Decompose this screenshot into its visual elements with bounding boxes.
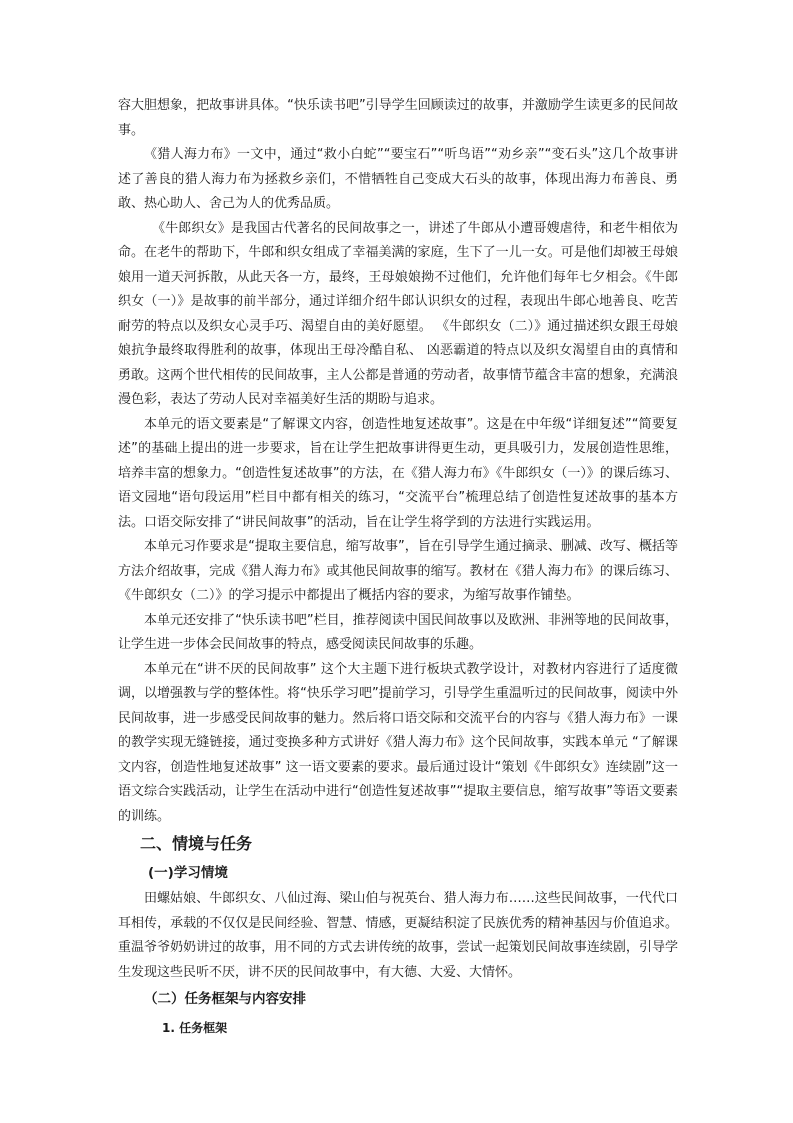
section-heading-situation-task: 二、情境与任务	[140, 834, 253, 853]
paragraph-unit-design: 本单元在“讲不厌的民间故事” 这个大主题下进行板块式教学设计，对教材内容进行了适度微调，以增强教与学的整体性。将“快乐学习吧”提前学习，引导学生重温听过的民间故事，阅读中外民间故事，进一步感受民间故事的魅力。然后将口语交际和交流平台的内容与《猎人海力布》一课的教学实现无缝链接，通过变换多种方式讲好《猎人海力布》这个民间故事，实践本单元 “了解课文内容，创造性地复述故事” 这一语文要素的要求。最后通过设计“策划《牛郎织女》连续剧”这一语文综合实践活动，让学生在活动中进行“创造性复述故事”“提取主要信息，缩写故事”等语文要素的训练。	[118, 661, 678, 824]
document-page	[118, 94, 678, 1039]
item-heading-task-framework: 1. 任务框架	[162, 1021, 228, 1035]
paragraph-learning-situation: 田螺姑娘、牛郎织女、八仙过海、梁山伯与祝英台、猎人海力布……这些民间故事，一代代口耳相传，承载的不仅仅是民间经验、智慧、情感，更凝结积淀了民族优秀的精神基因与价值追求。重温爷爷奶奶讲过的故事，用不同的方式去讲传统的故事，尝试一起策划民间故事连续剧，引导学生发现这些民听不厌，讲不厌的民间故事中，有大德、大爱、大情怀。	[118, 891, 678, 980]
subsection-heading-task-framework: （二）任务框架与内容安排	[144, 991, 306, 1007]
paragraph-language-elements: 本单元的语文要素是“了解课文内容，创造性地复述故事”。这是在中年级“详细复述”“简要复述”的基础上提出的进一步要求，旨在让学生把故事讲得更生动，更具吸引力，发展创造性思维，培养丰富的想象力。“创造性复述故事”的方法，在《猎人海力布》《牛郎织女（一）》的课后练习、语文园地“语句段运用”栏目中都有相关的练习，“交流平台”梳理总结了创造性复述故事的基本方法。口语交际安排了“讲民间故事”的活动，旨在让学生将学到的方法进行实践运用。	[118, 416, 678, 530]
paragraph-continuation: 容大胆想象，把故事讲具体。“快乐读书吧”引导学生回顾读过的故事，并激励学生读更多的民间故事。	[118, 98, 678, 138]
paragraph-niulang: 《牛郎织女》是我国古代著名的民间故事之一，讲述了牛郎从小遭哥嫂虐待，和老牛相依为命。在老牛的帮助下，牛郎和织女组成了幸福美满的家庭，生下了一儿一女。可是他们却被王母娘娘用一道天河拆散，从此天各一方，最终，王母娘娘拗不过他们，允许他们每年七夕相会。《牛郎织女（一）》是故事的前半部分，通过详细介绍牛郎认识织女的过程，表现出牛郎心地善良、吃苦耐劳的特点以及织女心灵手巧、渴望自由的美好愿望。 《牛郎织女（二）》通过描述织女跟王母娘娘抗争最终取得胜利的故事，体现出王母冷酷自私、 凶恶霸道的特点以及织女渴望自由的真情和勇敢。这两个世代相传的民间故事，主人公都是普通的劳动者，故事情节蕴含丰富的想象，充满浪漫色彩，表达了劳动人民对幸福美好生活的期盼与追求。	[118, 220, 678, 407]
paragraph-reading-bar: 本单元还安排了“快乐读书吧”栏目，推荐阅读中国民间故事以及欧洲、非洲等地的民间故事，让学生进一步体会民间故事的特点，感受阅读民间故事的乐趣。	[118, 612, 678, 652]
subsection-heading-learning-situation: (一)学习情境	[148, 865, 228, 881]
paragraph-hailibu: 《猎人海力布》一文中，通过“救小白蛇”“要宝石”“听鸟语”“劝乡亲”“变石头”这几个故事讲述了善良的猎人海力布为拯救乡亲们，不惜牺牲自己变成大石头的故事，体现出海力布善良、勇敢、热心助人、舍己为人的优秀品质。	[118, 147, 678, 211]
paragraph-writing: 本单元习作要求是“提取主要信息，缩写故事”，旨在引导学生通过摘录、删减、改写、概括等方法介绍故事，完成《猎人海力布》或其他民间故事的缩写。教材在《猎人海力布》的课后练习、《牛郎织女（二）》的学习提示中都提出了概括内容的要求，为缩写故事作铺垫。	[118, 539, 678, 603]
